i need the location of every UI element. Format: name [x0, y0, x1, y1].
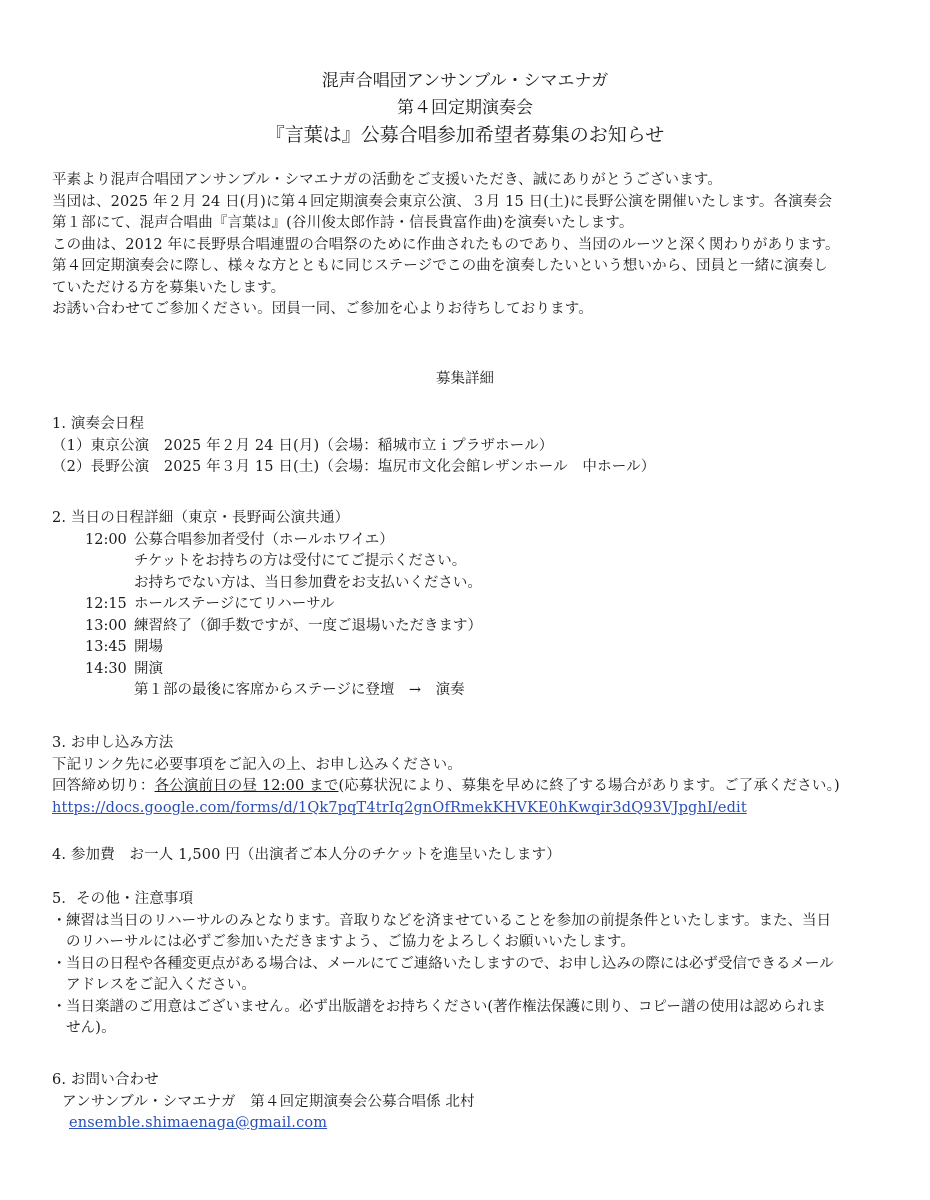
form-link-line [52, 798, 902, 820]
email-link[interactable]: ensemble.shimaenaga@gmail.com [69, 1115, 328, 1131]
schedule-row [85, 551, 902, 573]
schedule-text: 公募合唱参加者受付（ホールホワイエ） [134, 531, 394, 548]
intro-line: お誘い合わせてご参加ください。団員一同、ご参加を心よりお待ちしております。 [52, 301, 593, 317]
section-heading: 2. 当日の日程詳細（東京・長野両公演共通） [52, 510, 350, 526]
schedule-text: 第１部の最後に客席からステージに登壇 → 演奏 [134, 682, 465, 698]
schedule-row [85, 573, 902, 595]
deadline-prefix: 回答締め切り： [52, 778, 155, 794]
section-day-details [52, 508, 902, 702]
list-item: （1）東京公演 2025 年２月 24 日(月)（会場：稲城市立ｉプラザホール） [52, 437, 554, 454]
schedule-time [85, 551, 134, 573]
google-form-link[interactable]: https://docs.google.com/forms/d/1Qk7pqT4trIq2gnOfRmekKHVKE0hKwqir3dQ93VJpghI/edit [52, 799, 747, 816]
intro-line: 第１部にて、混声合唱曲『言葉は』(谷川俊太郎作詩・信長貴富作曲)を演奏いたします。 [52, 215, 634, 231]
intro-line: この曲は、2012 年に長野県合唱連盟の合唱祭のために作曲されたものであり、当団のルーツと深く関わりがあります。 [52, 236, 840, 253]
list-item [52, 911, 902, 933]
schedule-time: 13:45 [85, 639, 127, 655]
schedule-text: ホールステージにてリハーサル [134, 596, 335, 612]
bullet-continuation: せん)。 [66, 1020, 116, 1036]
title-choir-name: 混声合唱団アンサンブル・シマエナガ [321, 71, 609, 91]
schedule-time: 12:00 [85, 531, 127, 548]
bullet-text: 練習は当日のリハーサルのみとなります。音取りなどを済ませていることを参加の前提条件といたします。また、当日 [66, 912, 832, 929]
schedule-time: 12:15 [85, 596, 127, 612]
intro-line: 第４回定期演奏会に際し、様々な方とともに同じステージでこの曲を演奏したいという想いから、団員と一緒に演奏し [52, 258, 828, 274]
schedule-row [85, 680, 902, 702]
list-item [52, 997, 902, 1019]
section-notes [52, 889, 902, 1040]
bullet-text: 当日の日程や各種変更点がある場合は、メールにてご連絡いたしますので、お申し込みの際には必ず受信できるメール [66, 955, 834, 972]
contact-name: アンサンブル・シマエナガ 第４回定期演奏会公募合唱係 北村 [62, 1093, 475, 1110]
title-announcement: 『言葉は』公募合唱参加希望者募集のお知らせ [265, 124, 665, 146]
application-instructions: 下記リンク先に必要事項をご記入の上、お申し込みください。 [52, 756, 462, 773]
schedule-text: チケットをお持ちの方は受付にてご提示ください。 [134, 553, 467, 569]
bullet-continuation: アドレスをご記入ください。 [66, 977, 257, 993]
section-contact [52, 1070, 902, 1135]
intro-line: 当団は、2025 年２月 24 日(月)に第４回定期演奏会東京公演、３月 15 日(土)に長野公演を開催いたします。各演奏会 [52, 193, 833, 210]
fee-text: 4. 参加費 お一人 1,500 円（出演者ご本人分のチケットを進呈いたします） [52, 847, 561, 863]
schedule-row [85, 616, 902, 638]
schedule-time: 13:00 [85, 617, 127, 634]
intro-line: 平素より混声合唱団アンサンブル・シマエナガの活動をご支援いただき、誠にありがとうございます。 [52, 172, 722, 188]
section-heading: 3. お申し込み方法 [52, 735, 174, 751]
schedule-row [85, 594, 902, 616]
details-heading: 募集詳細 [436, 371, 494, 387]
schedule-time [85, 680, 134, 702]
bullet-text: 当日楽譜のご用意はございません。必ず出版譜をお持ちください(著作権法保護に則り、コピー譜の使用は認められま [66, 998, 826, 1015]
schedule-row [85, 530, 902, 552]
schedule-row [85, 637, 902, 659]
section-heading: 1. 演奏会日程 [52, 416, 145, 432]
schedule-time: 14:30 [85, 660, 127, 677]
list-item: （2）長野公演 2025 年３月 15 日(土)（会場：塩尻市文化会館レザンホール 中ホール） [52, 459, 656, 475]
schedule-time [85, 573, 134, 595]
schedule-row [85, 659, 902, 681]
section-fee [52, 845, 902, 867]
section-heading: 6. お問い合わせ [52, 1072, 159, 1088]
section-application [52, 733, 902, 819]
section-schedule [52, 414, 902, 479]
section-heading: 5．その他・注意事項 [52, 891, 194, 907]
schedule-text: 練習終了（御手数ですが、一度ご退場いただきます） [134, 617, 482, 634]
schedule-text: 開場 [134, 639, 163, 655]
bullet-mark: ・ [52, 912, 67, 929]
title-concert: 第４回定期演奏会 [397, 98, 533, 118]
bullet-mark: ・ [52, 998, 67, 1015]
intro-paragraph [52, 170, 892, 321]
schedule-text: 開演 [134, 660, 163, 677]
bullet-mark: ・ [52, 955, 67, 972]
deadline-underlined: 各公演前日の昼 12:00 まで [154, 778, 339, 794]
deadline-line [52, 776, 902, 798]
bullet-continuation: のリハーサルには必ずご参加いただきますよう、ご協力をよろしくお願いいたします。 [66, 934, 636, 950]
list-item [52, 954, 902, 976]
document-title [0, 68, 930, 149]
email-line [52, 1113, 902, 1135]
schedule-list [52, 530, 902, 702]
schedule-text: お持ちでない方は、当日参加費をお支払いください。 [134, 574, 482, 591]
intro-line: ていただける方を募集いたします。 [52, 279, 286, 296]
deadline-suffix: (応募状況により、募集を早めに終了する場合があります。ご了承ください。) [338, 778, 840, 794]
